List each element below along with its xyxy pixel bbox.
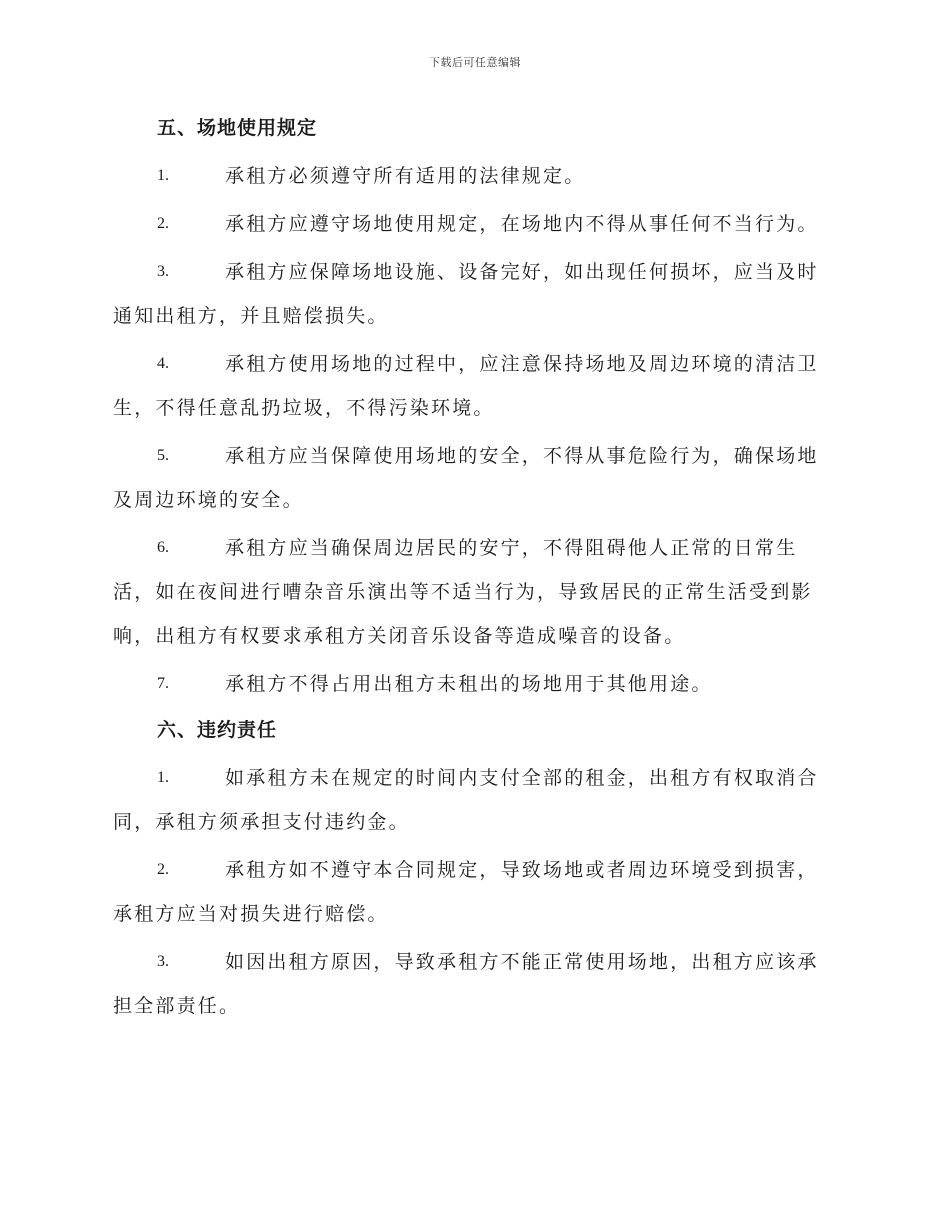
list-item <box>113 662 835 706</box>
list-item <box>113 756 835 844</box>
item-number: 3. <box>157 953 169 970</box>
item-text: 承租方不得占用出租方未租出的场地用于其他用途。 <box>225 673 713 695</box>
page-header: 下载后可任意编辑 <box>429 56 521 69</box>
section-heading-6: 六、违约责任 <box>157 719 278 741</box>
item-number: 1. <box>157 167 169 184</box>
item-text: 如因出租方原因，导致承租方不能正常使用场地，出租方应该承担全部责任。 <box>113 951 819 1017</box>
item-text: 承租方应遵守场地使用规定，在场地内不得从事任何不当行为。 <box>225 213 819 235</box>
item-number: 2. <box>157 861 169 878</box>
item-text: 承租方使用场地的过程中，应注意保持场地及周边环境的清洁卫生，不得任意乱扔垃圾，不得污染环境。 <box>113 353 819 419</box>
list-item <box>113 526 835 658</box>
item-text: 承租方应保障场地设施、设备完好，如出现任何损坏，应当及时通知出租方，并且赔偿损失。 <box>113 261 819 327</box>
list-item <box>113 154 835 198</box>
item-text: 承租方应当确保周边居民的安宁，不得阻碍他人正常的日常生活，如在夜间进行嘈杂音乐演出等不适当行为，导致居民的正常生活受到影响，出租方有权要求承租方关闭音乐设备等造成噪音的设备。 <box>113 537 813 647</box>
list-item <box>113 434 835 522</box>
item-number: 2. <box>157 215 169 232</box>
item-number: 4. <box>157 355 169 372</box>
item-text: 如承租方未在规定的时间内支付全部的租金，出租方有权取消合同，承租方须承担支付违约金。 <box>113 767 819 833</box>
list-item <box>113 342 835 430</box>
section-heading-5: 五、场地使用规定 <box>157 117 318 139</box>
item-number: 5. <box>157 447 169 464</box>
list-item <box>113 202 835 246</box>
list-item <box>113 250 835 338</box>
item-text: 承租方必须遵守所有适用的法律规定。 <box>225 165 586 187</box>
document-body <box>113 108 835 1032</box>
item-number: 1. <box>157 769 169 786</box>
item-number: 7. <box>157 675 169 692</box>
item-text: 承租方应当保障使用场地的安全，不得从事危险行为，确保场地及周边环境的安全。 <box>113 445 819 511</box>
list-item <box>113 940 835 1028</box>
item-number: 3. <box>157 263 169 280</box>
item-number: 6. <box>157 539 169 556</box>
item-text: 承租方如不遵守本合同规定，导致场地或者周边环境受到损害，承租方应当对损失进行赔偿。 <box>113 859 819 925</box>
list-item <box>113 848 835 936</box>
